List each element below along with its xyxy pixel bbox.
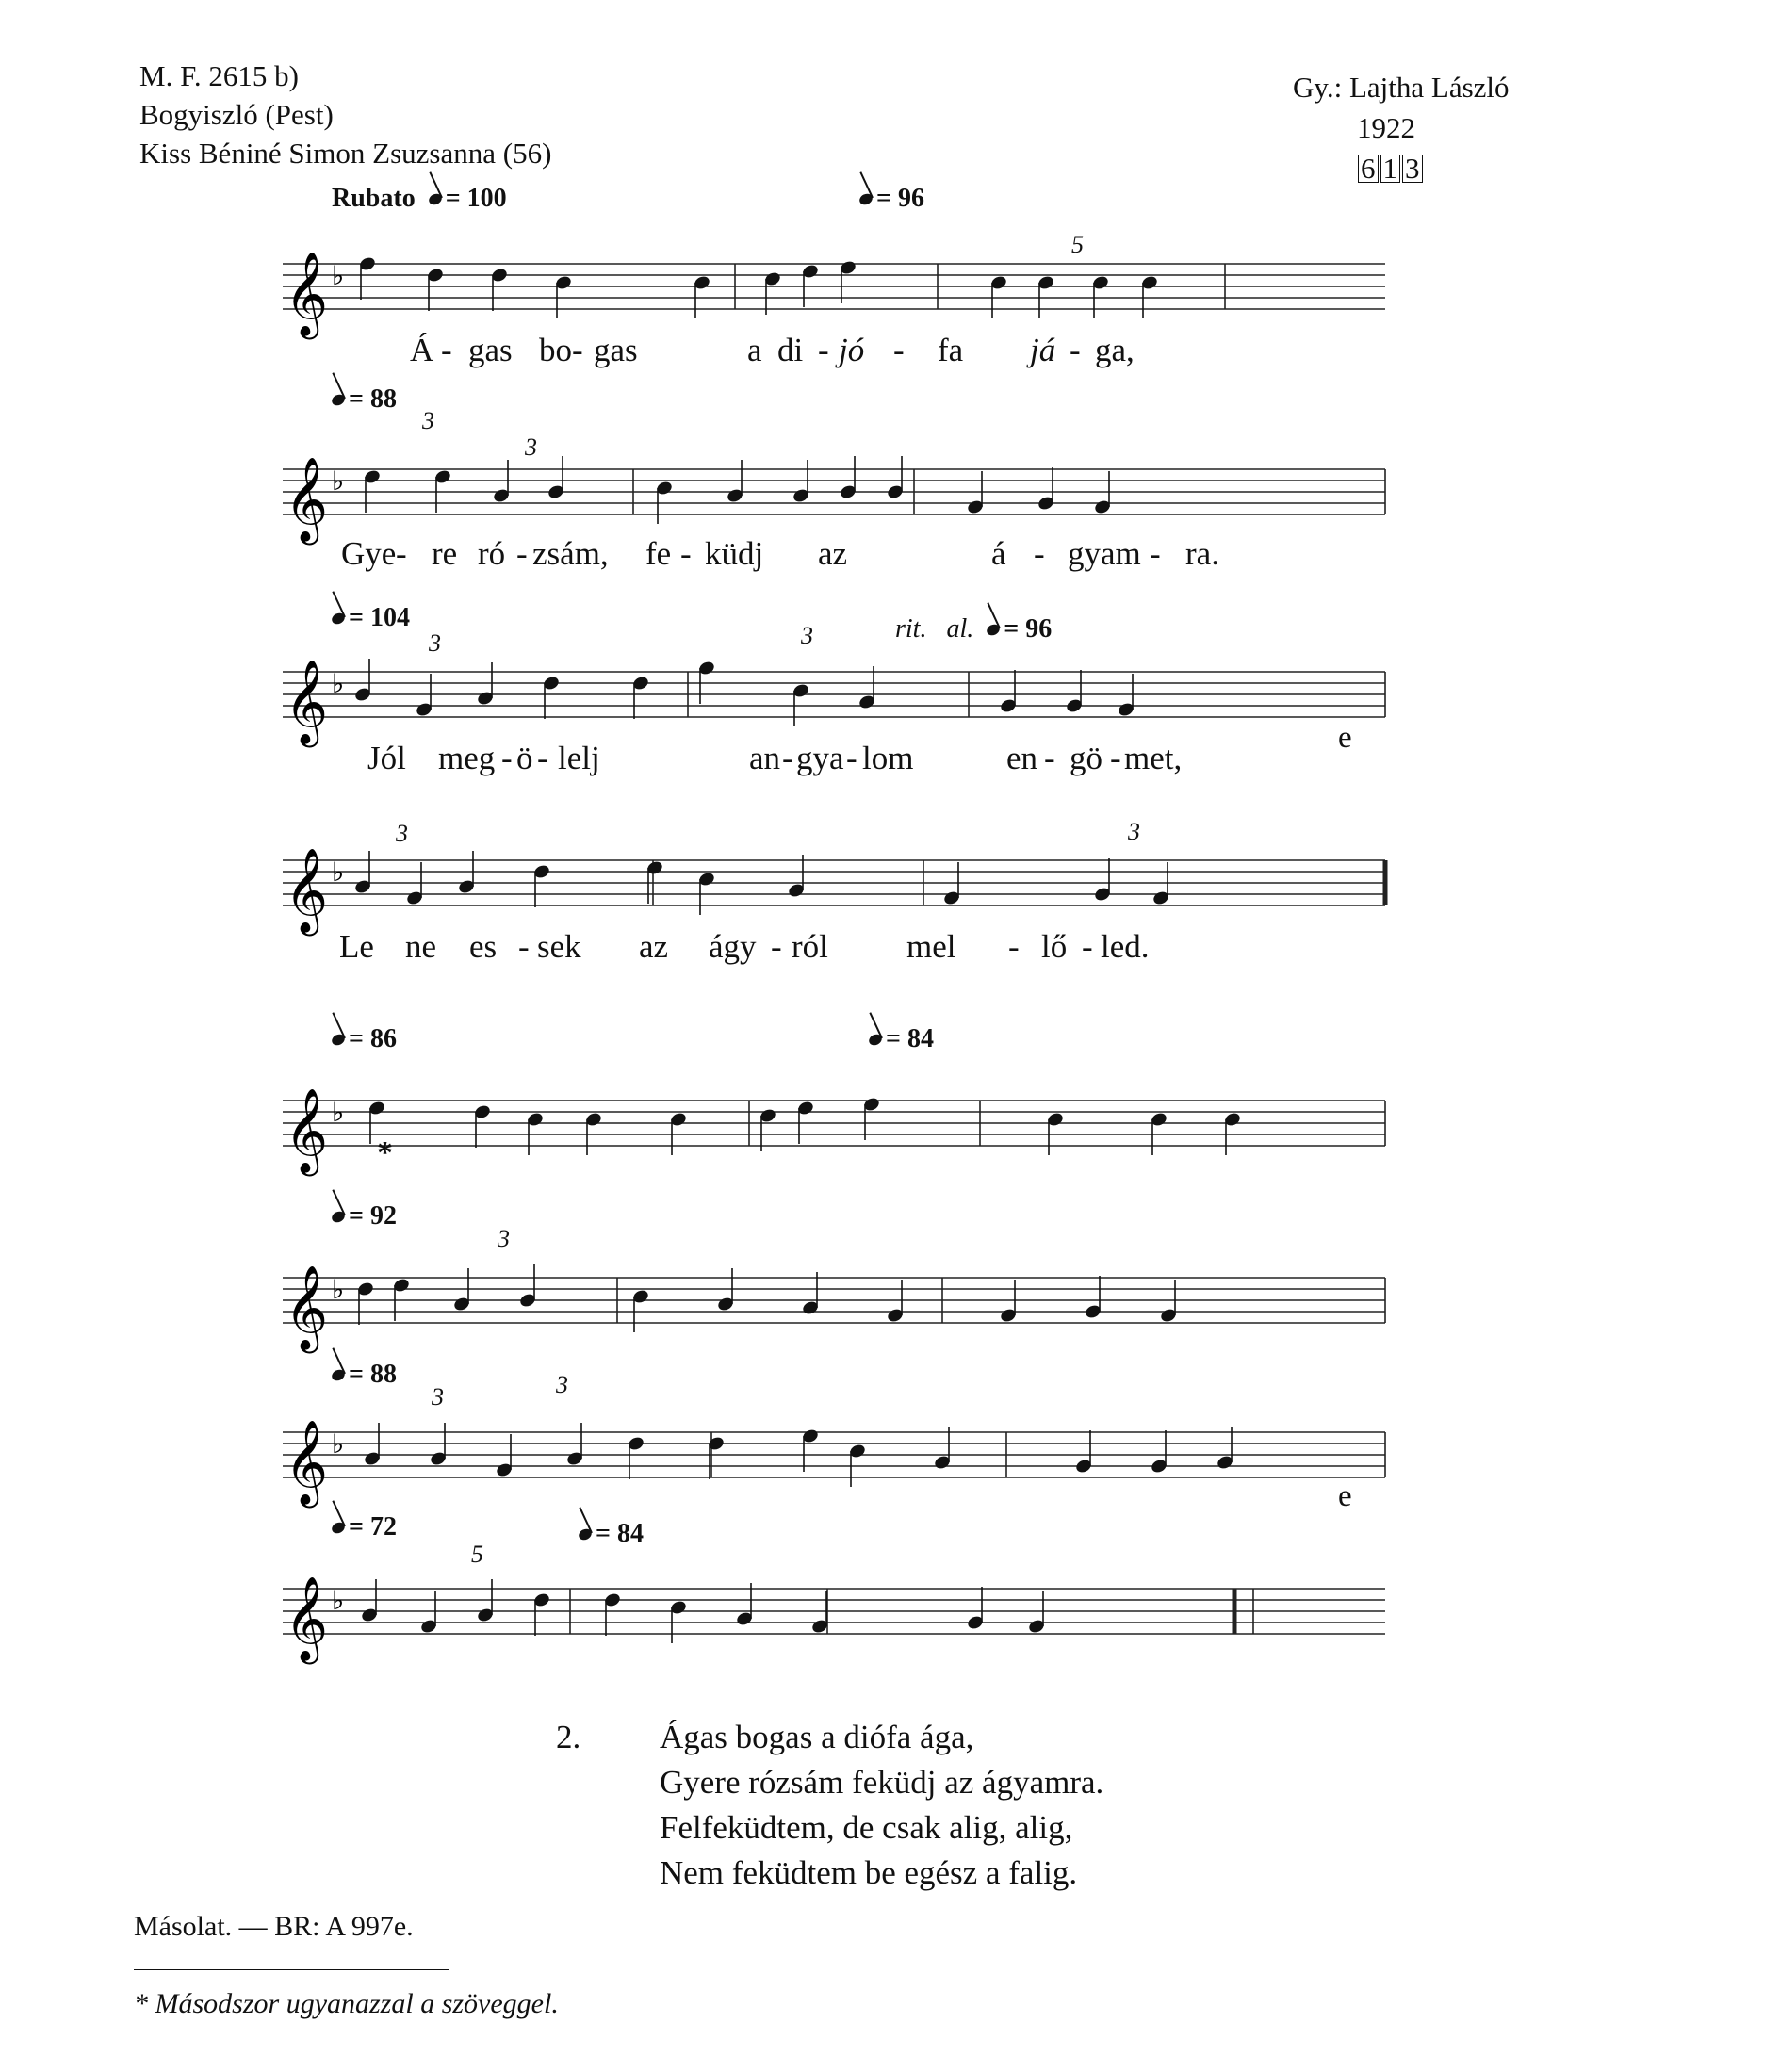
flat-key-signature-icon: ♭ [332, 1097, 345, 1128]
tuplet-three: 3 [396, 820, 408, 847]
tempo-marking: = 84 [869, 1024, 934, 1054]
verse-line: Ágas bogas a diófa ága, [660, 1719, 974, 1755]
music-staff [283, 1088, 1385, 1173]
music-staff [283, 660, 1385, 744]
tempo-marking: rit. al. = 96 [895, 614, 1053, 644]
tuplet-three: 3 [801, 622, 813, 649]
syllable-e: e [1338, 1479, 1352, 1513]
treble-clef-icon: 𝄞 [285, 1265, 329, 1350]
tempo-marking: = 88 [332, 384, 397, 415]
staff-svg [283, 457, 1385, 542]
syllable-e: e [1338, 721, 1352, 755]
tuplet-three: 3 [429, 629, 441, 657]
footnote-divider [134, 1969, 449, 1970]
flat-key-signature-icon: ♭ [332, 1585, 345, 1616]
music-staff [283, 1576, 1385, 1661]
verse-line: Gyere rózsám feküdj az ágyamra. [660, 1764, 1104, 1801]
header-codes [1357, 149, 1424, 188]
tuplet-three: 3 [432, 1383, 444, 1411]
music-staff [283, 252, 1385, 336]
verse-line: Nem feküdtem be egész a falig. [660, 1854, 1078, 1891]
header-place: Bogyiszló (Pest) [139, 98, 334, 131]
tempo-marking: = 86 [332, 1024, 397, 1054]
verse-number: 2. [556, 1719, 581, 1755]
treble-clef-icon: 𝄞 [285, 660, 329, 744]
tuplet-three: 3 [556, 1371, 568, 1398]
footnote: * Másodszor ugyanazzal a szöveggel. [134, 1988, 559, 2019]
staff-svg [283, 1576, 1385, 1661]
verse-text [660, 1715, 1103, 1896]
staff-svg [283, 252, 1385, 336]
treble-clef-icon: 𝄞 [285, 1088, 329, 1173]
tuplet-five: 5 [471, 1541, 483, 1568]
header-year: 1922 [1357, 111, 1415, 144]
tempo-marking: = 104 [332, 603, 410, 633]
tuplet-five: 5 [1071, 231, 1084, 258]
treble-clef-icon: 𝄞 [285, 1420, 329, 1505]
tuplet-three: 3 [525, 433, 537, 461]
flat-key-signature-icon: ♭ [332, 668, 345, 699]
tempo-marking: Rubato = 100 [332, 184, 507, 213]
music-staff [283, 848, 1385, 933]
staff-svg [283, 1265, 1385, 1350]
staff-svg [283, 1420, 1385, 1505]
tempo-marking: = 96 [859, 184, 924, 214]
header-catalog: M. F. 2615 b) [139, 59, 299, 92]
header-collector: Gy.: Lajtha László [1293, 71, 1510, 104]
code-box: 6 [1358, 155, 1379, 183]
treble-clef-icon: 𝄞 [285, 848, 329, 933]
code-box: 3 [1402, 155, 1423, 183]
tuplet-three: 3 [422, 407, 434, 434]
music-staff [283, 457, 1385, 542]
tuplet-three: 3 [498, 1225, 510, 1252]
footnote-star: * [377, 1135, 393, 1170]
tempo-marking: = 84 [579, 1519, 644, 1549]
flat-key-signature-icon: ♭ [332, 1428, 345, 1460]
flat-key-signature-icon: ♭ [332, 465, 345, 497]
header-singer: Kiss Béniné Simon Zsuzsanna (56) [139, 137, 552, 170]
treble-clef-icon: 𝄞 [285, 252, 329, 336]
staff-svg [283, 660, 1385, 744]
flat-key-signature-icon: ♭ [332, 857, 345, 888]
staff-svg [283, 1088, 1385, 1173]
staff-svg [283, 848, 1385, 933]
header-left [139, 57, 551, 172]
flat-key-signature-icon: ♭ [332, 1274, 345, 1305]
tempo-marking: = 88 [332, 1360, 397, 1390]
source-note: Másolat. — BR: A 997e. [134, 1911, 414, 1942]
tuplet-three: 3 [1128, 818, 1140, 845]
tempo-marking: = 72 [332, 1512, 397, 1542]
tempo-marking: = 92 [332, 1201, 397, 1232]
code-box: 1 [1380, 155, 1401, 183]
treble-clef-icon: 𝄞 [285, 1576, 329, 1661]
verse-line: Felfeküdtem, de csak alig, alig, [660, 1809, 1073, 1846]
music-staff [283, 1265, 1385, 1350]
flat-key-signature-icon: ♭ [332, 260, 345, 291]
music-staff [283, 1420, 1385, 1505]
treble-clef-icon: 𝄞 [285, 457, 329, 542]
